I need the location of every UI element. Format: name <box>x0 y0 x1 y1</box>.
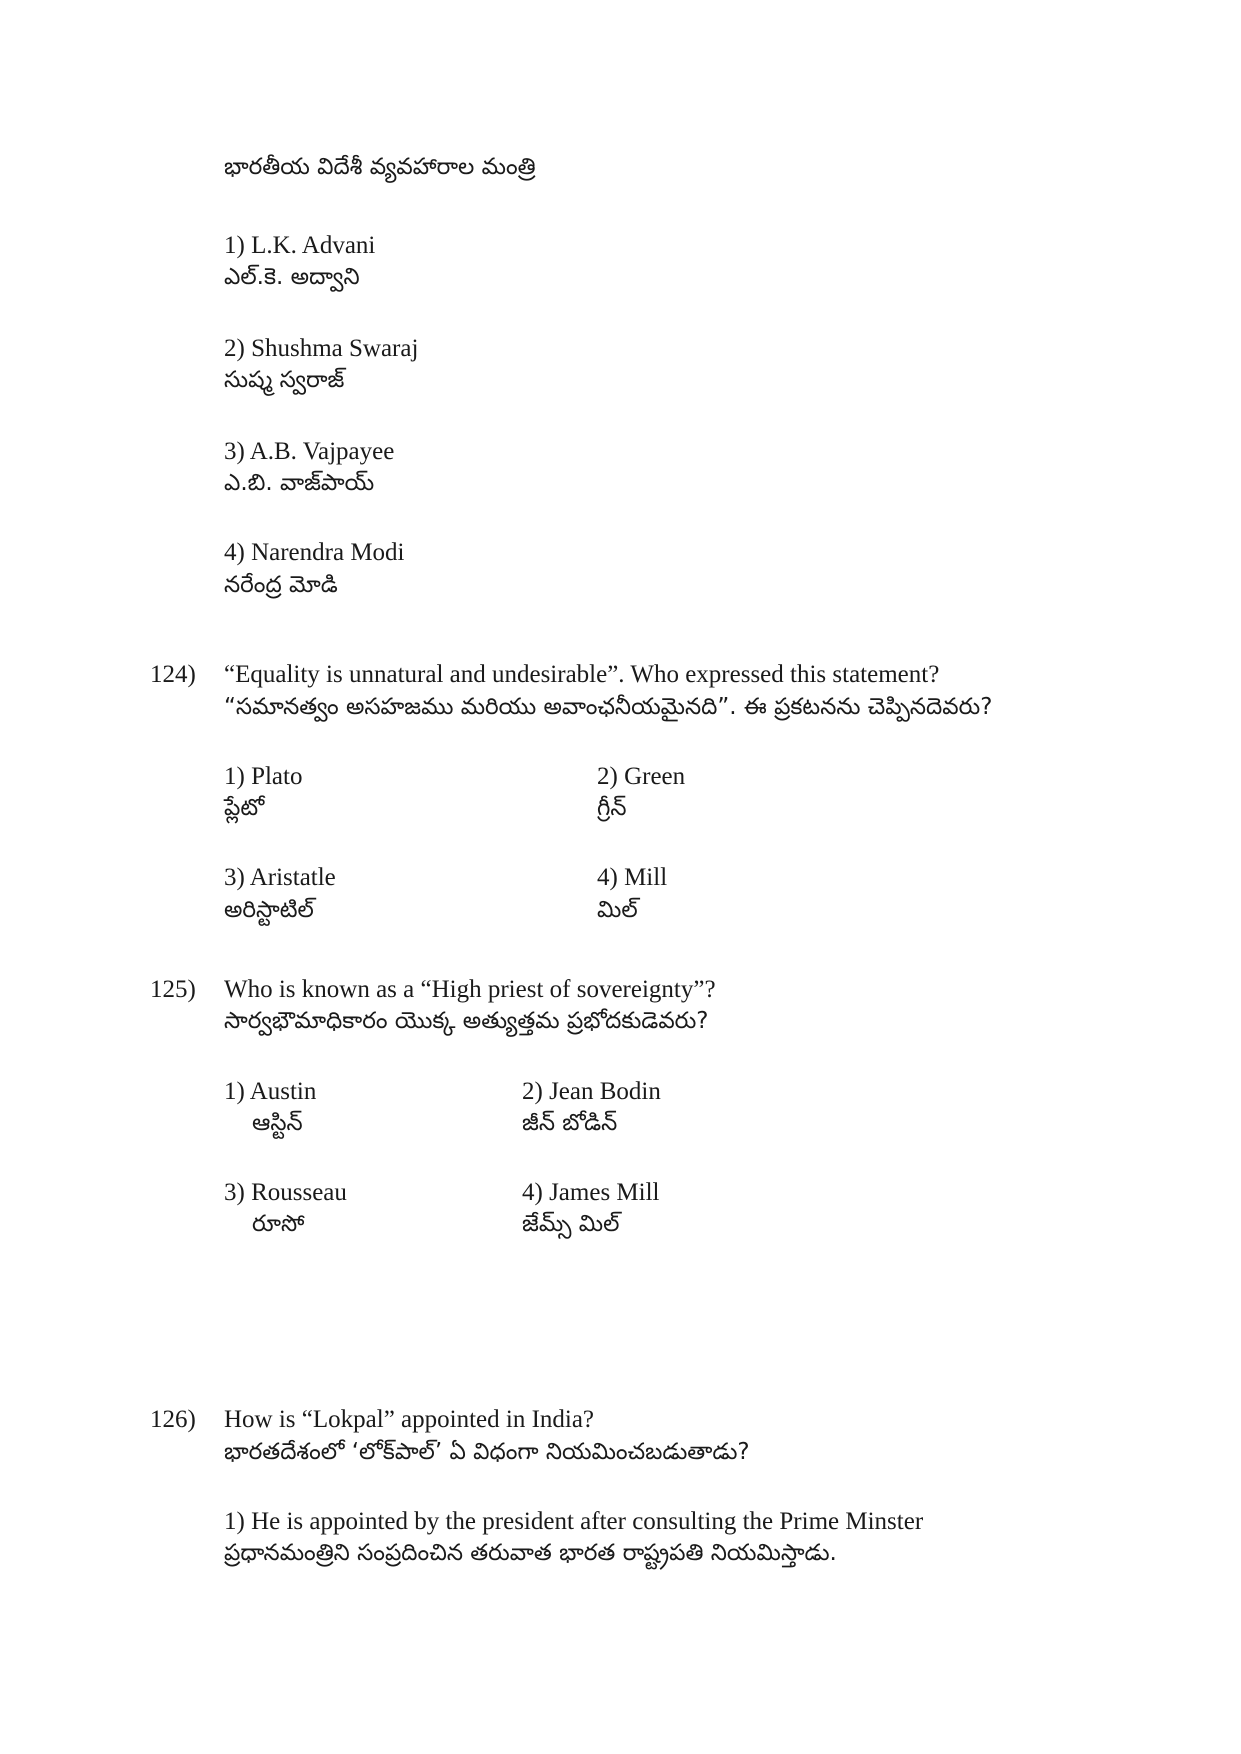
intro-option-3-te: ఎ.బి. వాజ్‌పాయ్ <box>224 470 375 496</box>
question-124-option-2-te: గ్రీన్ <box>597 795 627 821</box>
question-126-number: 126) <box>150 1406 196 1433</box>
question-125-option-1-te: ఆస్టిన్ <box>252 1110 303 1136</box>
question-125-number: 125) <box>150 976 196 1003</box>
question-126-option-1-en: 1) He is appointed by the president after consulting the Prime Minster <box>224 1508 924 1535</box>
question-124-option-3-en: 3) Aristatle <box>224 864 336 891</box>
question-124-text-en: “Equality is unnatural and undesirable”. Who expressed this statement? <box>224 661 940 688</box>
question-124-option-1-te: ప్లేటో <box>224 795 265 821</box>
question-126-text-en: How is “Lokpal” appointed in India? <box>224 1406 595 1433</box>
intro-option-2-te: సుష్మ స్వరాజ్ <box>224 367 345 393</box>
intro-option-1-en: 1) L.K. Advani <box>224 232 376 259</box>
question-124-option-4-te: మిల్ <box>597 897 638 923</box>
question-125-option-3-te: రూసో <box>252 1211 305 1237</box>
question-125-option-1-en: 1) Austin <box>224 1078 317 1105</box>
question-125-option-2-te: జీన్ బోడిన్ <box>522 1110 618 1136</box>
question-125-text-en: Who is known as a “High priest of sovereignty”? <box>224 976 716 1003</box>
intro-option-1-te: ఎల్.కె. అద్వాని <box>224 264 360 290</box>
question-125-option-2-en: 2) Jean Bodin <box>522 1078 661 1105</box>
question-126-option-1-te: ప్రధానమంత్రిని సంప్రదించిన తరువాత భారత రాష్ట్రపతి నియమిస్తాడు. <box>224 1540 837 1566</box>
question-125-text-te: సార్వభౌమాధికారం యొక్క అత్యుత్తమ ప్రభోదకుడెవరు? <box>224 1008 709 1034</box>
intro-option-4-en: 4) Narendra Modi <box>224 539 405 566</box>
question-126-text-te: భారతదేశంలో ‘లోక్‌పాల్’ ఏ విధంగా నియమించబడుతాడు? <box>224 1439 750 1465</box>
intro-option-4-te: నరేంద్ర మోడి <box>224 572 338 598</box>
intro-option-3-en: 3) A.B. Vajpayee <box>224 438 395 465</box>
intro-telugu-text: భారతీయ విదేశీ వ్యవహారాల మంత్రి <box>224 154 536 180</box>
question-124-number: 124) <box>150 661 196 688</box>
question-125-option-4-te: జేమ్స్ మిల్ <box>522 1211 620 1237</box>
question-124-option-2-en: 2) Green <box>597 763 686 790</box>
question-125-option-4-en: 4) James Mill <box>522 1179 660 1206</box>
question-124-option-4-en: 4) Mill <box>597 864 668 891</box>
question-125-option-3-en: 3) Rousseau <box>224 1179 347 1206</box>
question-124-text-te: “సమానత్వం అసహజము మరియు అవాంఛనీయమైనది”. ఈ ప్రకటనను చెప్పినదెవరు? <box>224 694 993 720</box>
question-124-option-3-te: అరిస్టాటిల్ <box>224 897 314 923</box>
question-124-option-1-en: 1) Plato <box>224 763 303 790</box>
intro-option-2-en: 2) Shushma Swaraj <box>224 335 419 362</box>
